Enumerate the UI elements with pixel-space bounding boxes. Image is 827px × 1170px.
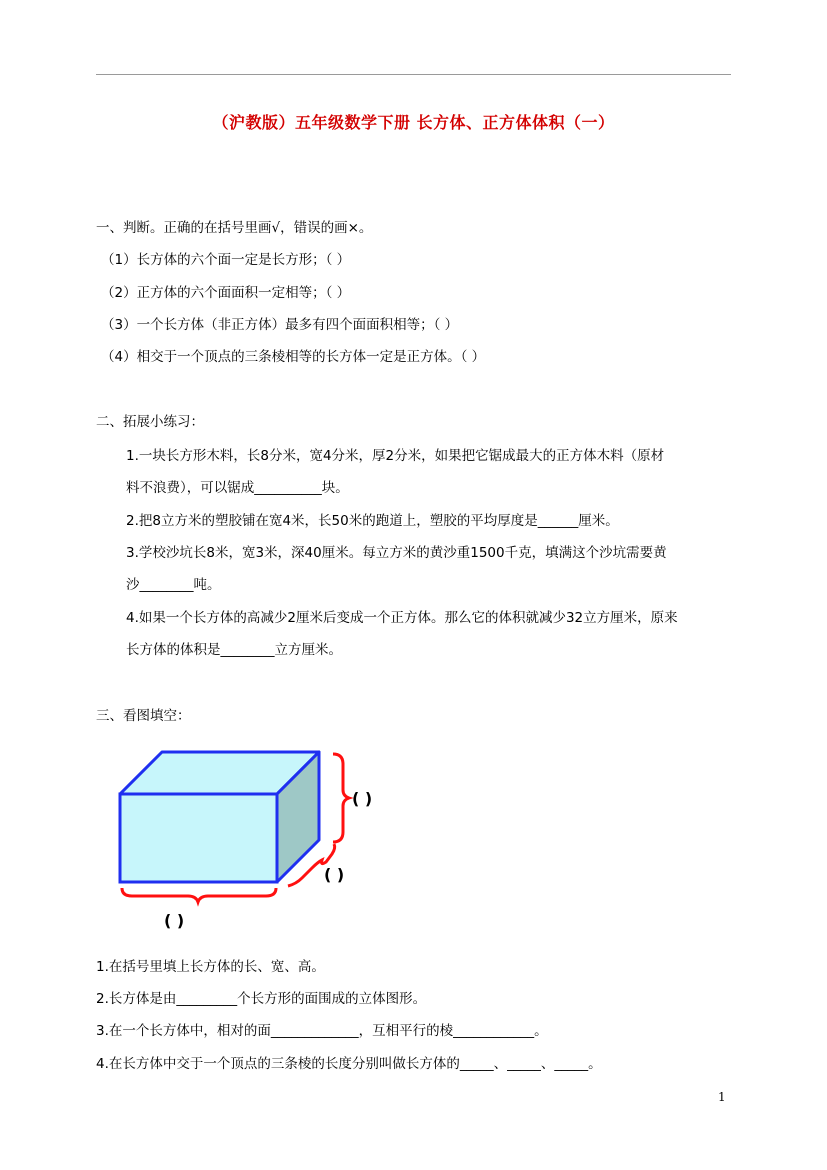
practice-q3-line2: 沙________吨。	[126, 577, 221, 593]
cuboid-front-face	[120, 794, 277, 882]
section2-heading: 二、拓展小练习：	[96, 414, 204, 430]
cuboid-figure	[90, 740, 450, 940]
page-number: 1	[718, 1090, 726, 1104]
width-paren: ( )	[324, 865, 345, 884]
section3-heading: 三、看图填空：	[96, 708, 191, 724]
practice-q4-line2: 长方体的体积是________立方厘米。	[126, 642, 342, 658]
practice-q2: 2.把8立方米的塑胶铺在宽4米，长50米的跑道上，塑胶的平均厚度是______厘米。	[126, 513, 619, 529]
practice-q1-line2: 料不浪费），可以锯成__________块。	[126, 480, 349, 496]
page-title: （沪教版）五年级数学下册 长方体、正方体体积（一）	[212, 113, 615, 132]
figure-item-3: 3.在一个长方体中，相对的面_____________，互相平行的棱____________。	[96, 1023, 548, 1039]
height-paren: ( )	[352, 789, 373, 808]
section1-heading: 一、判断。正确的在括号里画√，错误的画×。	[96, 220, 373, 236]
header-rule	[96, 74, 731, 75]
judgment-item-2: （2）正方体的六个面面积一定相等；（ ）	[101, 285, 351, 301]
judgment-item-1: （1）长方体的六个面一定是长方形；（ ）	[101, 252, 351, 268]
length-brace	[122, 888, 276, 902]
figure-item-2: 2.长方体是由_________个长方形的面围成的立体图形。	[96, 991, 427, 1007]
practice-q3-line1: 3.学校沙坑长8米，宽3米，深40厘米。每立方米的黄沙重1500千克，填满这个沙坑需要黄	[126, 545, 667, 561]
length-paren: ( )	[164, 911, 185, 930]
height-brace	[333, 754, 349, 842]
practice-q1-line1: 1.一块长方形木料，长8分米，宽4分米，厚2分米，如果把它锯成最大的正方体木料（原材	[126, 448, 665, 464]
judgment-item-4: （4）相交于一个顶点的三条棱相等的长方体一定是正方体。（ ）	[101, 349, 486, 365]
figure-item-1: 1.在括号里填上长方体的长、宽、高。	[96, 959, 325, 975]
practice-q4-line1: 4.如果一个长方体的高减少2厘米后变成一个正方体。那么它的体积就减少32立方厘米，原来	[126, 610, 678, 626]
judgment-item-3: （3）一个长方体（非正方体）最多有四个面面积相等；（ ）	[101, 317, 459, 333]
figure-item-4: 4.在长方体中交于一个顶点的三条棱的长度分别叫做长方体的_____、_____、_____。	[96, 1056, 602, 1072]
